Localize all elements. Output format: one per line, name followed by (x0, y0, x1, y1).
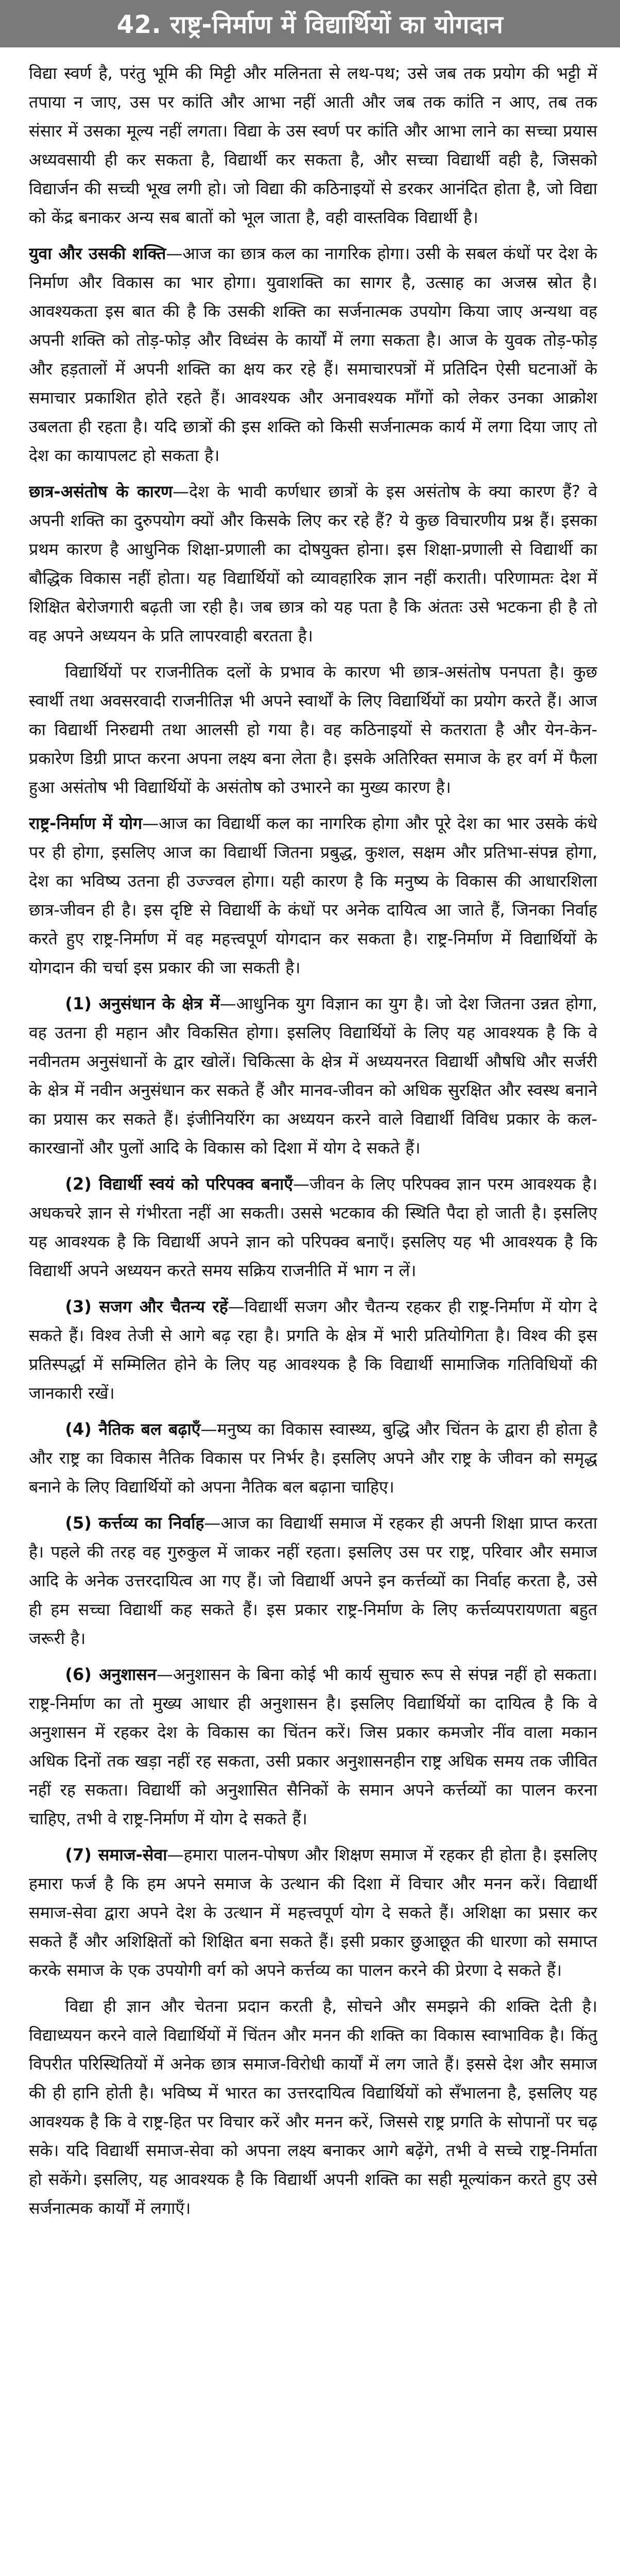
paragraph (29, 1415, 597, 1501)
paragraph-text: —अनुशासन के बिना कोई भी कार्य सुचारु रूप से संपन्न नहीं हो सकता। राष्ट्र-निर्माण का तो मुख्य आधार ही अनुशासन है। इसलिए विद्यार्थियों का दायित्व है कि वे अनुशासन में रहकर देश के विकास का चिंतन करें। जिस प्रकार कमजोर नींव वाला मकान अधिक दिनों तक खड़ा नहीं रह सकता, उसी प्रकार अनुशासनहीन राष्ट्र अधिक समय तक जीवित नहीं रह सकता। विद्यार्थी को अनुशासित सैनिकों के समान अपने कर्त्तव्यों का पालन करना चाहिए, तभी वे राष्ट्र-निर्माण में योग दे सकते हैं। (29, 1665, 597, 1828)
paragraph-text: —जीवन के लिए परिपक्व ज्ञान परम आवश्यक है। अधकचरे ज्ञान से गंभीरता नहीं आ सकती। उससे भटकाव की स्थिति पैदा हो जाती है। इसलिए यह आवश्यक है कि विद्यार्थी अपने ज्ञान को परिपक्व बनाएँ। इसलिए यह भी आवश्यक है कि विद्यार्थी अपने अध्ययन करते समय सक्रिय राजनीति में भाग न लें। (29, 1174, 597, 1280)
paragraph-text: —हमारा पालन-पोषण और शिक्षण समाज में रहकर ही होता है। इसलिए हमारा फर्ज है कि हम अपने समाज के उत्थान की दिशा में विचार और मनन करें। विद्यार्थी समाज-सेवा द्वारा अपने देश के उत्थान में महत्त्वपूर्ण योग दे सकते हैं। अशिक्षा का प्रसार कर सकते हैं और अशिक्षितों को शिक्षित बना सकते हैं। इसी प्रकार छुआछूत की धारणा को समाप्त करके समाज के एक उपयोगी वर्ग को अपने कर्त्तव्य का पालन करने की प्रेरणा दे सकते हैं। (29, 1845, 597, 1980)
page-title: 42. राष्ट्र-निर्माण में विद्यार्थियों का योगदान (116, 10, 504, 39)
paragraph (29, 657, 597, 802)
paragraph (29, 477, 597, 650)
paragraph-heading: (6) अनुशासन (65, 1665, 157, 1684)
paragraph-text: —आधुनिक युग विज्ञान का युग है। जो देश जितना उन्नत होगा, वह उतना ही महान और विकसित होगा। इसलिए विद्यार्थियों के लिए यह आवश्यक है कि वे नवीनतम अनुसंधानों के द्वार खोलें। चिकित्सा के क्षेत्र में अध्ययनरत विद्यार्थी औषधि और सर्जरी के क्षेत्र में नवीन अनुसंधान कर सकते हैं और मानव-जीवन को अधिक सुरक्षित और स्वस्थ बनाने का प्रयास कर सकते हैं। इंजीनियरिंग का अध्ययन करने वाले विद्यार्थी विविध प्रकार के कल-कारखानों और पुलों आदि के विकास को दिशा में योग दे सकते हैं। (29, 994, 597, 1158)
paragraph (29, 1509, 597, 1653)
paragraph (29, 239, 597, 470)
paragraph-heading: (3) सजग और चैतन्य रहें (65, 1297, 228, 1316)
paragraph-heading: (7) समाज-सेवा (65, 1845, 167, 1865)
paragraph (29, 1840, 597, 1985)
paragraph-text: —आज का छात्र कल का नागरिक होगा। उसी के सबल कंधों पर देश के निर्माण और विकास का भार होगा। युवाशक्ति का सागर है, उत्साह का अजस्र स्रोत है। आवश्यकता इस बात की है कि उसकी शक्ति का सर्जनात्मक उपयोग किया जाए अन्यथा वह अपनी शक्ति को तोड़-फोड़ और विध्वंस के कार्यों में लगा सकता है। आज के युवक तोड़-फोड़ और हड़तालों में अपनी शक्ति का क्षय कर रहे हैं। समाचारपत्रों में प्रतिदिन ऐसी घटनाओं के समाचार प्रकाशित होते रहते हैं। आवश्यक और अनावश्यक माँगों को लेकर उनका आक्रोश उबलता ही रहता है। यदि छात्रों की इस शक्ति को किसी सर्जनात्मक कार्य में लगा दिया जाए तो देश का कायापलट हो सकता है। (29, 244, 597, 465)
paragraph (29, 1992, 597, 2223)
paragraph-heading: राष्ट्र-निर्माण में योग (29, 814, 143, 833)
paragraph-heading: (2) विद्यार्थी स्वयं को परिपक्व बनाएँ (65, 1174, 293, 1194)
paragraph-text: —विद्यार्थी सजग और चैतन्य रहकर ही राष्ट्र-निर्माण में योग दे सकते हैं। विश्व तेजी से आगे बढ़ रहा है। प्रगति के क्षेत्र में भारी प्रतियोगिता है। विश्व की इस प्रतिस्पर्द्धा में सम्मिलित होने के लिए यह आवश्यक है कि विद्यार्थी सामाजिक गतिविधियों की जानकारी रखें। (29, 1297, 597, 1403)
paragraph-text: विद्या ही ज्ञान और चेतना प्रदान करती है, सोचने और समझने की शक्ति देती है। विद्याध्ययन करने वाले विद्यार्थियों में चिंतन और मनन की शक्ति का विकास स्वाभाविक है। किंतु विपरीत परिस्थितियों में अनेक छात्र समाज-विरोधी कार्यों में लग जाते हैं। इससे देश और समाज की ही हानि होती है। भविष्य में भारत का उत्तरदायित्व विद्यार्थियों को सँभालना है, इसलिए यह आवश्यक है कि वे राष्ट्र-हित पर विचार करें और मनन करें, जिससे राष्ट्र प्रगति के सोपानों पर चढ़ सके। यदि विद्यार्थी समाज-सेवा को अपना लक्ष्य बनाकर आगे बढ़ेंगे, तभी वे सच्चे राष्ट्र-निर्माता हो सकेंगे। इसलिए, यह आवश्यक है कि विद्यार्थी अपनी शक्ति का सही मूल्यांकन करते हुए उसे सर्जनात्मक कार्यों में लगाएँ। (29, 1996, 597, 2218)
paragraph-text: विद्या स्वर्ण है, परंतु भूमि की मिट्टी और मलिनता से लथ-पथ; उसे जब तक प्रयोग की भट्टी में तपाया न जाए, उस पर कांति और आभा नहीं आती और जब तक कांति न आए, तब तक संसार में उसका मूल्य नहीं लगता। विद्या के उस स्वर्ण पर कांति और आभा लाने का सच्चा प्रयास अध्यवसायी ही कर सकता है, विद्यार्थी कर सकता है, और सच्चा विद्यार्थी वही है, जिसको विद्यार्जन की सच्ची भूख लगी हो। जो विद्या की कठिनाइयों से डरकर आनंदित होता है, जो विद्या को केंद्र बनाकर अन्य सब बातों को भूल जाता है, वही वास्तविक विद्यार्थी है। (29, 63, 597, 227)
paragraph (29, 1292, 597, 1408)
paragraph-text: विद्यार्थियों पर राजनीतिक दलों के प्रभाव के कारण भी छात्र-असंतोष पनपता है। कुछ स्वार्थी तथा अवसरवादी राजनीतिज्ञ भी अपने स्वार्थों के लिए विद्यार्थियों का प्रयोग करते हैं। आज का विद्यार्थी निरुद्यमी तथा आलसी हो गया है। वह कठिनाइयों से कतराता है और येन-केन-प्रकारेण डिग्री प्राप्त करना अपना लक्ष्य बना लेता है। इसके अतिरिक्त समाज के हर वर्ग में फैला हुआ असंतोष भी विद्यार्थियों के असंतोष को उभारने का मुख्य कारण है। (29, 662, 597, 797)
paragraph (29, 809, 597, 982)
paragraph-heading: छात्र-असंतोष के कारण (29, 482, 173, 501)
paragraph (29, 989, 597, 1162)
paragraph-heading: (4) नैतिक बल बढ़ाएँ (65, 1419, 201, 1439)
paragraph (29, 1170, 597, 1285)
essay-body (29, 59, 597, 2576)
paragraph-heading: (1) अनुसंधान के क्षेत्र में (65, 994, 220, 1013)
title-bar (0, 0, 620, 47)
paragraph (29, 59, 597, 232)
paragraph-heading: (5) कर्त्तव्य का निर्वाह (65, 1513, 204, 1533)
paragraph-heading: युवा और उसकी शक्ति (29, 244, 166, 263)
paragraph-text: —मनुष्य का विकास स्वास्थ्य, बुद्धि और चिंतन के द्वारा ही होता है और राष्ट्र का विकास नैतिक विकास पर निर्भर है। इसलिए अपने और राष्ट्र के जीवन को समृद्ध बनाने के लिए विद्यार्थियों को अपना नैतिक बल बढ़ाना चाहिए। (29, 1419, 597, 1497)
paragraph-text: —देश के भावी कर्णधार छात्रों के इस असंतोष के क्या कारण हैं? वे अपनी शक्ति का दुरुपयोग क्यों और किसके लिए कर रहे हैं? ये कुछ विचारणीय प्रश्न हैं। इसका प्रथम कारण है आधुनिक शिक्षा-प्रणाली का दोषयुक्त होना। इस शिक्षा-प्रणाली से विद्यार्थी का बौद्धिक विकास नहीं होता। यह विद्यार्थियों को व्यावहारिक ज्ञान नहीं कराती। परिणामतः देश में शिक्षित बेरोजगारी बढ़ती जा रही है। जब छात्र को यह पता है कि अंततः उसे भटकना ही है तो वह अपने अध्ययन के प्रति लापरवाही बरतता है। (29, 482, 597, 646)
paragraph-text: —आज का विद्यार्थी कल का नागरिक होगा और पूरे देश का भार उसके कंधे पर ही होगा, इसलिए आज का विद्यार्थी जितना प्रबुद्ध, कुशल, सक्षम और प्रतिभा-संपन्न होगा, देश का भविष्य उतना ही उज्ज्वल होगा। यही कारण है कि मनुष्य के विकास की आधारशिला छात्र-जीवन ही है। इस दृष्टि से विद्यार्थी के कंधों पर अनेक दायित्व आ जाते हैं, जिनका निर्वाह करते हुए राष्ट्र-निर्माण में वह महत्त्वपूर्ण योगदान कर सकता है। राष्ट्र-निर्माण में विद्यार्थियों के योगदान की चर्चा इस प्रकार की जा सकती है। (29, 814, 597, 977)
paragraph (29, 1660, 597, 1833)
paragraph-text: —आज का विद्यार्थी समाज में रहकर ही अपनी शिक्षा प्राप्त करता है। पहले की तरह वह गुरुकुल में जाकर नहीं रहता। इसलिए उस पर राष्ट्र, परिवार और समाज आदि के अनेक उत्तरदायित्व आ गए हैं। जो विद्यार्थी अपने इन कर्त्तव्यों का निर्वाह करता है, उसे ही हम सच्चा विद्यार्थी कह सकते हैं। इस प्रकार राष्ट्र-निर्माण के लिए कर्त्तव्यपरायणता बहुत जरूरी है। (29, 1513, 597, 1648)
